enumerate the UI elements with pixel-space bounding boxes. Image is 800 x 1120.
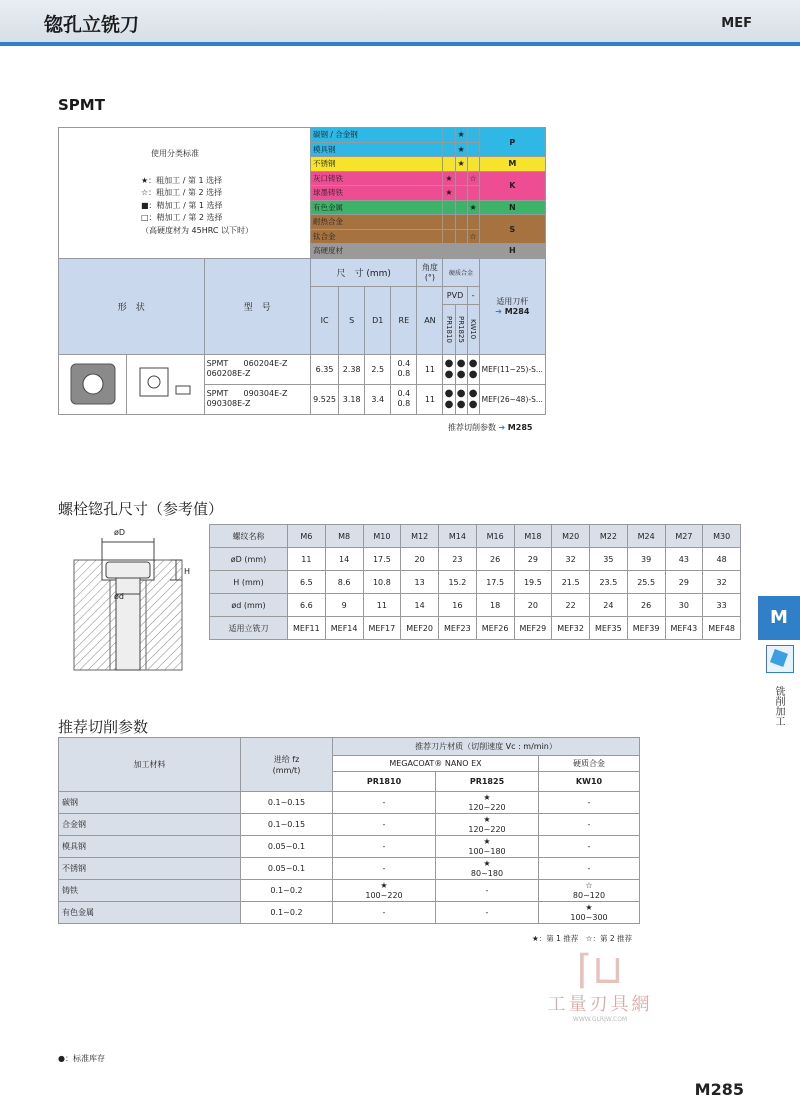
bolt-cell: 21.5 (552, 571, 590, 594)
page-header (0, 0, 800, 46)
stock-dot: ● ● (443, 354, 455, 384)
watermark (530, 947, 670, 1023)
mark (443, 229, 455, 244)
speed-cell: - (333, 792, 436, 814)
col-dim: 尺 寸 (mm) (311, 258, 417, 286)
speed-cell: - (333, 814, 436, 836)
mark: ★ (443, 171, 455, 186)
legend-item: ☆：粗加工 / 第 2 选择 (141, 188, 223, 198)
bolt-cell: 24 (590, 594, 628, 617)
bolt-cell: 20 (401, 548, 439, 571)
group-label: P (479, 128, 545, 157)
stock-dot: ● ● (467, 384, 479, 414)
label-depth: H (184, 567, 191, 576)
material-label: 模具钢 (311, 142, 443, 157)
mark (443, 215, 455, 230)
dim-s: S (339, 286, 365, 354)
col-feed: 进给 fz (mm/t) (241, 738, 333, 792)
arrow-icon: ➔ (498, 423, 506, 432)
feed-value: 0.1~0.15 (241, 814, 333, 836)
legend-box (59, 128, 311, 259)
milling-icon (766, 645, 794, 673)
an-value: 11 (417, 354, 443, 384)
speed-cell: - (539, 792, 640, 814)
col-material: 加工材料 (59, 738, 241, 792)
col-grade: 硬质合金 (443, 258, 479, 286)
bolt-cell: 33 (703, 594, 741, 617)
material-label: 有色金属 (311, 200, 443, 215)
mark (455, 200, 467, 215)
counterbore-diagram (64, 524, 200, 684)
bolt-cell: 11 (288, 548, 326, 571)
ref-note (448, 422, 532, 433)
speed-cell: - (539, 814, 640, 836)
bolt-cell: MEF26 (476, 617, 514, 640)
mark (443, 128, 455, 143)
speed-cell: ★ 120~220 (436, 792, 539, 814)
grade-pr1810: PR1810 (333, 772, 436, 792)
dim-ic: IC (311, 286, 339, 354)
bolt-cell: MEF29 (514, 617, 552, 640)
dim-an: AN (417, 286, 443, 354)
bolt-cell: 22 (552, 594, 590, 617)
speed-cell: ★ 80~180 (436, 858, 539, 880)
mark: ★ (455, 142, 467, 157)
bolt-cell: 14 (401, 594, 439, 617)
speed-cell: ★ 100~220 (333, 880, 436, 902)
speed-cell: - (333, 858, 436, 880)
speed-cell: - (333, 902, 436, 924)
col-coat: MEGACOAT® NANO EX (333, 756, 539, 772)
speed-cell: ★ 100~300 (539, 902, 640, 924)
mark (467, 128, 479, 143)
mark (455, 244, 467, 259)
speed-cell: - (333, 836, 436, 858)
mark (455, 186, 467, 201)
mark (455, 215, 467, 230)
grade-kw10: KW10 (467, 304, 479, 354)
bolt-header-cell: M20 (552, 525, 590, 548)
bolt-cell: 48 (703, 548, 741, 571)
bolt-cell: MEF11 (288, 617, 326, 640)
dim-d1: D1 (365, 286, 391, 354)
feed-value: 0.1~0.15 (241, 792, 333, 814)
mark (443, 142, 455, 157)
model-numbers: 060204E-Z 060208E-Z (206, 359, 288, 378)
watermark-logo-icon: ⌈⊔ (576, 947, 624, 993)
s-value: 2.38 (339, 354, 365, 384)
section-tab-m[interactable]: M (758, 596, 800, 640)
bolt-cell: 11 (363, 594, 401, 617)
bolt-cell: 23 (439, 548, 477, 571)
model-cell (204, 384, 310, 414)
mark: ★ (455, 157, 467, 172)
speed-cell: ★ 120~220 (436, 814, 539, 836)
section-title-cutting: 推荐切削参数 (58, 718, 149, 736)
mark (443, 244, 455, 259)
bolt-header-cell: M8 (325, 525, 363, 548)
bolt-cell: 25.5 (627, 571, 665, 594)
group-label: H (479, 244, 545, 259)
spmt-table (58, 127, 546, 415)
bolt-cell: 35 (590, 548, 628, 571)
label-small-dia: ød (114, 592, 124, 601)
bolt-cell: 19.5 (514, 571, 552, 594)
bolt-cell: MEF17 (363, 617, 401, 640)
bolt-cell: 20 (514, 594, 552, 617)
model-cell (204, 354, 310, 384)
stock-note: ●：标准库存 (58, 1054, 105, 1063)
recommend-note: ★：第 1 推荐 ☆：第 2 推荐 (532, 934, 633, 943)
mark: ★ (467, 200, 479, 215)
bolt-header-cell: M6 (288, 525, 326, 548)
mark (467, 186, 479, 201)
bolt-cell: 16 (439, 594, 477, 617)
stock-dot: ● ● (443, 384, 455, 414)
stock-dot: ● ● (455, 384, 467, 414)
material-name: 铸铁 (59, 880, 241, 902)
col-angle: 角度 (°) (417, 258, 443, 286)
bolt-cell: 26 (476, 548, 514, 571)
grade-pr1810: PR1810 (443, 304, 455, 354)
speed-cell: - (436, 902, 539, 924)
feed-value: 0.05~0.1 (241, 836, 333, 858)
bolt-cell: MEF14 (325, 617, 363, 640)
bolt-cell: 43 (665, 548, 703, 571)
bolt-cell: 13 (401, 571, 439, 594)
series-name: SPMT (206, 359, 229, 368)
speed-cell: - (436, 880, 539, 902)
bolt-cell: 8.6 (325, 571, 363, 594)
bolt-cell: 17.5 (363, 548, 401, 571)
feed-value: 0.05~0.1 (241, 858, 333, 880)
bolt-header-cell: M14 (439, 525, 477, 548)
mark: ★ (455, 128, 467, 143)
mark (455, 229, 467, 244)
re-value: 0.4 0.8 (391, 384, 417, 414)
material-label: 灰口铸铁 (311, 171, 443, 186)
side-label: 铣削加工 (773, 686, 784, 726)
bolt-cell: 14 (325, 548, 363, 571)
bolt-cell: 30 (665, 594, 703, 617)
legend-item: （高硬度材为 45HRC 以下时） (141, 225, 254, 235)
an-value: 11 (417, 384, 443, 414)
bolt-cell: 32 (552, 548, 590, 571)
material-label: 不锈钢 (311, 157, 443, 172)
bolt-row-header: H (mm) (210, 571, 288, 594)
bolt-header-cell: M10 (363, 525, 401, 548)
speed-cell: - (539, 858, 640, 880)
grade-pr1825: PR1825 (455, 304, 467, 354)
group-label: K (479, 171, 545, 200)
insert-drawing (127, 354, 204, 414)
bolt-cell: 9 (325, 594, 363, 617)
mark (467, 215, 479, 230)
holder-ref[interactable]: M284 (504, 307, 530, 316)
bolt-cell: 29 (665, 571, 703, 594)
bolt-header-cell: M22 (590, 525, 628, 548)
bolt-row-header: øD (mm) (210, 548, 288, 571)
bolt-cell: 26 (627, 594, 665, 617)
ref-page-link[interactable]: M285 (507, 423, 533, 432)
speed-cell: ☆ 80~120 (539, 880, 640, 902)
material-name: 有色金属 (59, 902, 241, 924)
page-number: M285 (694, 1080, 744, 1099)
mark (443, 157, 455, 172)
model-numbers: 090304E-Z 090308E-Z (206, 389, 288, 408)
bolt-cell: MEF48 (703, 617, 741, 640)
material-label: 球墨铸铁 (311, 186, 443, 201)
material-name: 模具钢 (59, 836, 241, 858)
ic-value: 9.525 (311, 384, 339, 414)
group-label: N (479, 200, 545, 215)
bolt-cell: 23.5 (590, 571, 628, 594)
bolt-header-cell: M24 (627, 525, 665, 548)
bolt-header-cell: 螺纹名称 (210, 525, 288, 548)
material-label: 钛合金 (311, 229, 443, 244)
bolt-row-header: ød (mm) (210, 594, 288, 617)
bolt-cell: 6.6 (288, 594, 326, 617)
bolt-header-cell: M27 (665, 525, 703, 548)
speed-cell: ★ 100~180 (436, 836, 539, 858)
mark: ★ (443, 186, 455, 201)
bolt-cell: MEF32 (552, 617, 590, 640)
dim-re: RE (391, 286, 417, 354)
material-label: 碳钢 / 合金钢 (311, 128, 443, 143)
col-pvd: PVD (443, 286, 467, 304)
bolt-cell: 39 (627, 548, 665, 571)
bolt-cell: 6.5 (288, 571, 326, 594)
bolt-cell: 10.8 (363, 571, 401, 594)
ref-note-text: 推荐切削参数 (448, 423, 496, 432)
col-carbide: 硬质合金 (539, 756, 640, 772)
mark (467, 244, 479, 259)
section-title-bolt: 螺栓锪孔尺寸（参考值） (58, 500, 224, 518)
insert-photo (59, 354, 127, 414)
feed-value: 0.1~0.2 (241, 880, 333, 902)
section-title-spmt: SPMT (58, 96, 105, 114)
mark (467, 142, 479, 157)
material-name: 碳钢 (59, 792, 241, 814)
mark: ☆ (467, 171, 479, 186)
bolt-cell: MEF43 (665, 617, 703, 640)
d1-value: 3.4 (365, 384, 391, 414)
ic-value: 6.35 (311, 354, 339, 384)
mark (467, 157, 479, 172)
page-title: 锪孔立铣刀 (44, 14, 140, 36)
bolt-header-cell: M18 (514, 525, 552, 548)
bolt-cell: 18 (476, 594, 514, 617)
bolt-cell: MEF23 (439, 617, 477, 640)
grade-kw10: KW10 (539, 772, 640, 792)
bolt-cell: 29 (514, 548, 552, 571)
mark: ☆ (467, 229, 479, 244)
grade-pr1825: PR1825 (436, 772, 539, 792)
bolt-table (209, 524, 741, 640)
col-dash: - (467, 286, 479, 304)
bolt-header-cell: M30 (703, 525, 741, 548)
legend-item: ■：精加工 / 第 1 选择 (141, 200, 223, 210)
cutting-table (58, 737, 640, 924)
feed-value: 0.1~0.2 (241, 902, 333, 924)
material-label: 高硬度材 (311, 244, 443, 259)
arrow-icon: ➔ (495, 307, 502, 316)
bolt-cell: MEF35 (590, 617, 628, 640)
bolt-header-cell: M16 (476, 525, 514, 548)
label-big-dia: øD (114, 528, 126, 537)
holder-label: 适用刀杆 (496, 297, 529, 306)
stock-dot: ● ● (467, 354, 479, 384)
legend-item: ★：粗加工 / 第 1 选择 (141, 175, 223, 185)
series-name: SPMT (206, 389, 229, 398)
bolt-cell: 32 (703, 571, 741, 594)
legend-item: □：精加工 / 第 2 选择 (141, 213, 223, 223)
bolt-cell: 17.5 (476, 571, 514, 594)
d1-value: 2.5 (365, 354, 391, 384)
bolt-cell: MEF39 (627, 617, 665, 640)
material-name: 合金钢 (59, 814, 241, 836)
watermark-text: 工量刃具網 (547, 994, 653, 1015)
mark (443, 200, 455, 215)
col-recommend: 推荐刀片材质（切削速度 Vc : m/min） (333, 738, 640, 756)
stock-dot: ● ● (455, 354, 467, 384)
speed-cell: - (539, 836, 640, 858)
series-code: MEF (721, 16, 752, 31)
bolt-cell: 15.2 (439, 571, 477, 594)
watermark-url: WWW.GLRJW.COM (572, 1016, 628, 1023)
holder-value: MEF(11~25)-S... (479, 354, 545, 384)
mark (455, 171, 467, 186)
re-value: 0.4 0.8 (391, 354, 417, 384)
col-holder (479, 258, 545, 354)
legend-title: 使用分类标准 (151, 149, 199, 159)
bolt-row-header: 适用立铣刀 (210, 617, 288, 640)
s-value: 3.18 (339, 384, 365, 414)
col-model: 型 号 (204, 258, 310, 354)
group-label: M (479, 157, 545, 172)
holder-value: MEF(26~48)-S... (479, 384, 545, 414)
bolt-header-cell: M12 (401, 525, 439, 548)
material-name: 不锈钢 (59, 858, 241, 880)
material-label: 耐热合金 (311, 215, 443, 230)
bolt-cell: MEF20 (401, 617, 439, 640)
group-label: S (479, 215, 545, 244)
col-shape: 形 状 (59, 258, 205, 354)
